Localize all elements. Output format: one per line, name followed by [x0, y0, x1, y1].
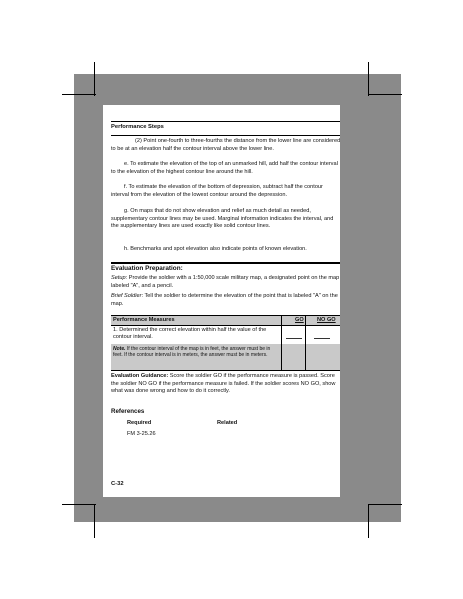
evaluation-guidance-text: Score the soldier GO if the performance measure is passed. Score the soldier NO GO if the performance measure is failed. If the soldier scores NO GO, show what was done wrong and how to do it correctly.: [111, 373, 336, 394]
brief-soldier-paragraph: [111, 293, 341, 308]
step-paragraph: e. To estimate the elevation of the top of an unmarked hill, add half the contour interval to the elevation of the highest contour line around the hill.: [111, 161, 338, 175]
crop-mark: [368, 504, 402, 505]
setup-label: Setup: [111, 275, 126, 281]
step-paragraph: h. Benchmarks and spot elevation also indicate points of known elevation.: [124, 246, 307, 252]
crop-mark: [368, 62, 369, 96]
evaluation-preparation-title: Evaluation Preparation:: [111, 265, 183, 272]
go-blank: [286, 338, 302, 339]
step-paragraph: (2) Point one-fourth to three-fourths the distance from the lower line are considered to be at an elevation half the contour interval above the lower line.: [111, 138, 341, 152]
related-column-label: Related: [217, 420, 238, 426]
section-rule: [111, 262, 340, 264]
table-note: [113, 346, 279, 358]
brief-soldier-label: Brief Soldier: [111, 293, 142, 299]
crop-mark: [94, 504, 95, 538]
performance-measure-1: 1. Determined the correct elevation within half the value of the contour interval.: [113, 327, 267, 341]
column-divider: [305, 344, 306, 370]
top-rule: [111, 121, 340, 122]
evaluation-guidance: [111, 373, 341, 396]
step-paragraph: g. On maps that do not show elevation and relief as much detail as needed, supplementary contour lines may be used. Marginal information indicates the interval, and the supplementary lines are used exactly like solid contour lines.: [111, 208, 334, 229]
steps-header: Performance Steps: [111, 124, 164, 130]
brief-soldier-text: : Tell the soldier to determine the elevation of the point that is labeled "A" on the map.: [111, 293, 338, 307]
crop-mark: [62, 94, 96, 95]
note-text: If the contour interval of the map is in feet, the answer must be in feet. If the contour interval is in meters, the answer must be in meters.: [113, 346, 271, 359]
setup-text: : Provide the soldier with a 1:50,000 scale military map, a designated point on the map labeled "A", and a pencil.: [111, 275, 340, 289]
crop-mark: [94, 62, 95, 96]
note-label: Note.: [113, 346, 126, 352]
required-reference: FM 3-25.26: [127, 431, 156, 437]
required-column-label: Required: [127, 420, 152, 426]
nogo-blank: [314, 338, 330, 339]
nogo-column-header: NO GO: [317, 317, 336, 323]
crop-mark: [62, 504, 96, 505]
evaluation-guidance-label: Evaluation Guidance:: [111, 373, 169, 379]
go-column-header: GO: [295, 317, 304, 323]
steps-header-rule: [111, 135, 340, 136]
crop-mark: [368, 94, 402, 95]
column-divider: [281, 344, 282, 370]
crop-mark: [368, 504, 369, 538]
table-header-label: Performance Measures: [113, 317, 175, 323]
setup-paragraph: [111, 275, 341, 290]
step-paragraph: f. To estimate the elevation of the bottom of depression, subtract half the contour interval from the elevation of the lowest contour around the depression.: [111, 184, 323, 198]
references-title: References: [111, 408, 145, 415]
page-number: C-32: [111, 481, 124, 487]
document-page: [103, 105, 340, 497]
